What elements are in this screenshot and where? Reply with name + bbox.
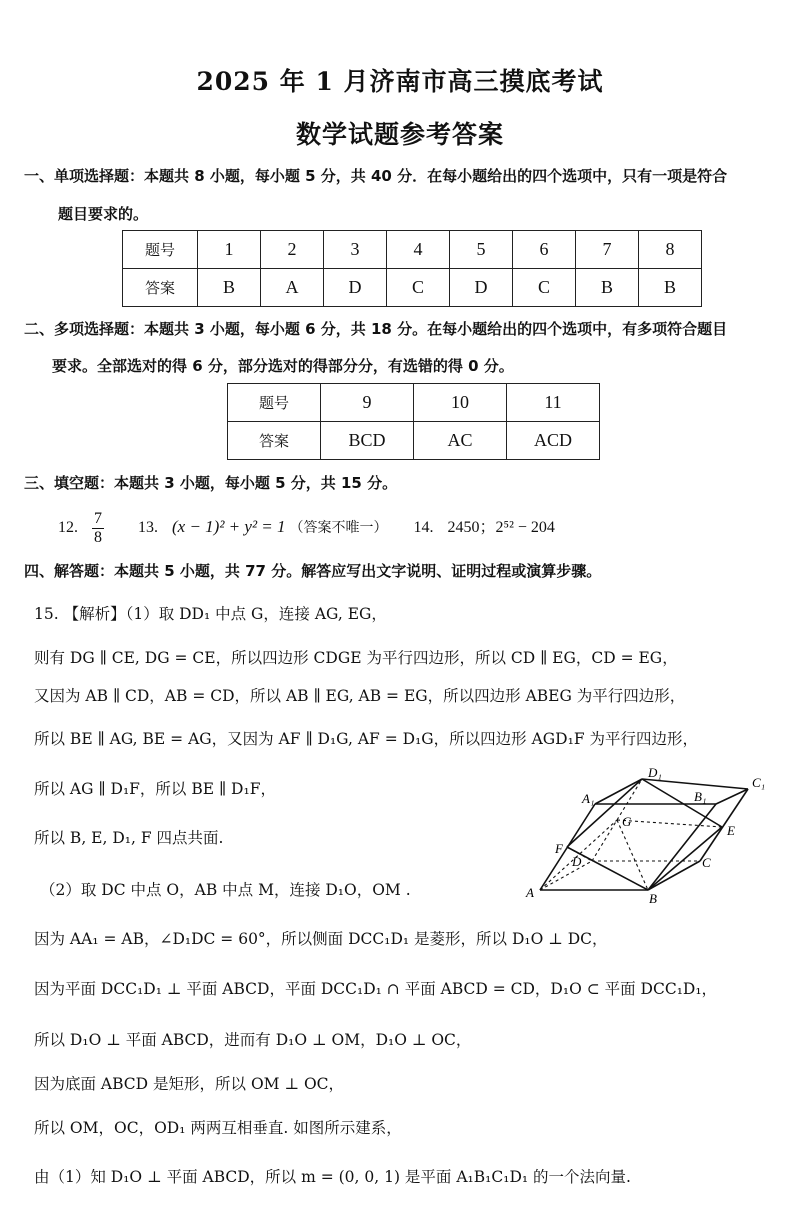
- label-F: F: [555, 841, 563, 856]
- segment-GE: [617, 820, 722, 827]
- label-D: D: [572, 854, 582, 869]
- answer-cell: ACD: [507, 422, 600, 460]
- section1-heading-cont: 题目要求的。: [58, 205, 149, 223]
- label-G: G: [622, 814, 632, 829]
- solution-line: 又因为 AB ∥ CD，AB = CD，所以 AB ∥ EG, AB = EG，所以四边形 ABEG 为平行四边形，: [34, 687, 686, 705]
- solution-line: 15. 【解析】（1）取 DD₁ 中点 G，连接 AG, EG，: [34, 605, 387, 623]
- page-subtitle: 数学试题参考答案: [295, 120, 504, 149]
- answer-cell: B: [198, 269, 261, 307]
- label-E: E: [727, 823, 735, 838]
- answer-cell: D: [324, 269, 387, 307]
- question-number: 8: [639, 231, 702, 269]
- label-A: A: [526, 885, 534, 900]
- q12-numerator: 7: [94, 510, 102, 527]
- answer-cell: B: [576, 269, 639, 307]
- page-title: 2025 年 1 月济南市高三摸底考试: [196, 67, 604, 96]
- q12-denominator: 8: [94, 529, 102, 546]
- segment-GB: [617, 820, 648, 890]
- section4-heading: 四、解答题：本题共 5 小题，共 77 分。解答应写出文字说明、证明过程或演算步骤。: [24, 562, 602, 580]
- section1-heading: 一、单项选择题：本题共 8 小题，每小题 5 分，共 40 分．在每小题给出的四个选项中，只有一项是符合: [24, 167, 728, 185]
- question-number: 6: [513, 231, 576, 269]
- answer-cell: A: [261, 269, 324, 307]
- edge-D1F: [567, 779, 642, 847]
- q12-number: 12.: [58, 519, 78, 537]
- edge-D1C1: [642, 779, 748, 789]
- label-B: B: [649, 891, 657, 905]
- answer-cell: D: [450, 269, 513, 307]
- label-C: C: [702, 855, 711, 870]
- edge-BE: [648, 827, 722, 890]
- prism-figure: [520, 765, 780, 905]
- question-number: 2: [261, 231, 324, 269]
- q13-answer: (x − 1)² + y² = 1: [172, 517, 286, 537]
- question-number: 1: [198, 231, 261, 269]
- label-B1: B₁: [694, 789, 707, 804]
- single-choice-answer-table: [122, 230, 702, 307]
- answer-label: 答案: [123, 269, 198, 307]
- q13-note: （答案不唯一）: [289, 520, 388, 537]
- solution-line: （2）取 DC 中点 O，AB 中点 M，连接 D₁O，OM .: [40, 881, 411, 899]
- q14-answer: 2450；2⁵² − 204: [447, 519, 555, 537]
- solution-line: 所以 BE ∥ AG, BE = AG，又因为 AF ∥ D₁G, AF = D₁G，所以四边形 AGD₁F 为平行四边形，: [34, 730, 698, 748]
- solution-line: 因为平面 DCC₁D₁ ⊥ 平面 ABCD，平面 DCC₁D₁ ∩ 平面 ABCD = CD，D₁O ⊂ 平面 DCC₁D₁，: [34, 980, 718, 998]
- solution-line: 所以 OM，OC，OD₁ 两两互相垂直. 如图所示建系，: [34, 1119, 402, 1137]
- question-number-label: 题号: [123, 231, 198, 269]
- fill-in-answers: [58, 510, 555, 547]
- solution-line: 所以 D₁O ⊥ 平面 ABCD，进而有 D₁O ⊥ OM，D₁O ⊥ OC，: [34, 1031, 472, 1049]
- label-A1: A₁: [582, 791, 595, 806]
- question-number-label: 题号: [228, 384, 321, 422]
- question-number: 5: [450, 231, 513, 269]
- solution-line: 所以 AG ∥ D₁F，所以 BE ∥ D₁F，: [34, 780, 276, 798]
- label-D1: D₁: [648, 765, 662, 780]
- q13-number: 13.: [138, 519, 158, 537]
- question-number: 11: [507, 384, 600, 422]
- section3-heading: 三、填空题：本题共 3 小题，每小题 5 分，共 15 分。: [24, 474, 398, 492]
- q12-fraction: [92, 510, 104, 547]
- question-number: 9: [321, 384, 414, 422]
- solution-line: 因为 AA₁ = AB，∠D₁DC = 60°，所以侧面 DCC₁D₁ 是菱形，所以 D₁O ⊥ DC，: [34, 930, 608, 948]
- answer-cell: B: [639, 269, 702, 307]
- answer-label: 答案: [228, 422, 321, 460]
- section2-heading-cont: 要求。全部选对的得 6 分，部分选对的得部分分，有选错的得 0 分。: [52, 357, 514, 375]
- section2-heading: 二、多项选择题：本题共 3 小题，每小题 6 分，共 18 分。在每小题给出的四个选项中，有多项符合题目: [24, 320, 728, 338]
- question-number: 10: [414, 384, 507, 422]
- solution-line: 因为底面 ABCD 是矩形，所以 OM ⊥ OC，: [34, 1075, 345, 1093]
- solution-line: 则有 DG ∥ CE, DG = CE，所以四边形 CDGE 为平行四边形，所以 CD ∥ EG，CD = EG，: [34, 649, 678, 667]
- edge-BC: [648, 861, 700, 890]
- answer-cell: C: [387, 269, 450, 307]
- solution-line: 所以 B, E, D₁, F 四点共面.: [34, 829, 224, 847]
- answer-cell: BCD: [321, 422, 414, 460]
- question-number: 3: [324, 231, 387, 269]
- q14-number: 14.: [413, 519, 434, 537]
- question-number: 7: [576, 231, 639, 269]
- label-C1: C₁: [752, 775, 766, 790]
- edge-AD: [540, 861, 592, 890]
- solution-line: 由（1）知 D₁O ⊥ 平面 ABCD，所以 m = (0, 0, 1) 是平面 A₁B₁C₁D₁ 的一个法向量.: [34, 1168, 631, 1186]
- question-number: 4: [387, 231, 450, 269]
- answer-cell: C: [513, 269, 576, 307]
- answer-cell: AC: [414, 422, 507, 460]
- multi-choice-answer-table: [227, 383, 600, 460]
